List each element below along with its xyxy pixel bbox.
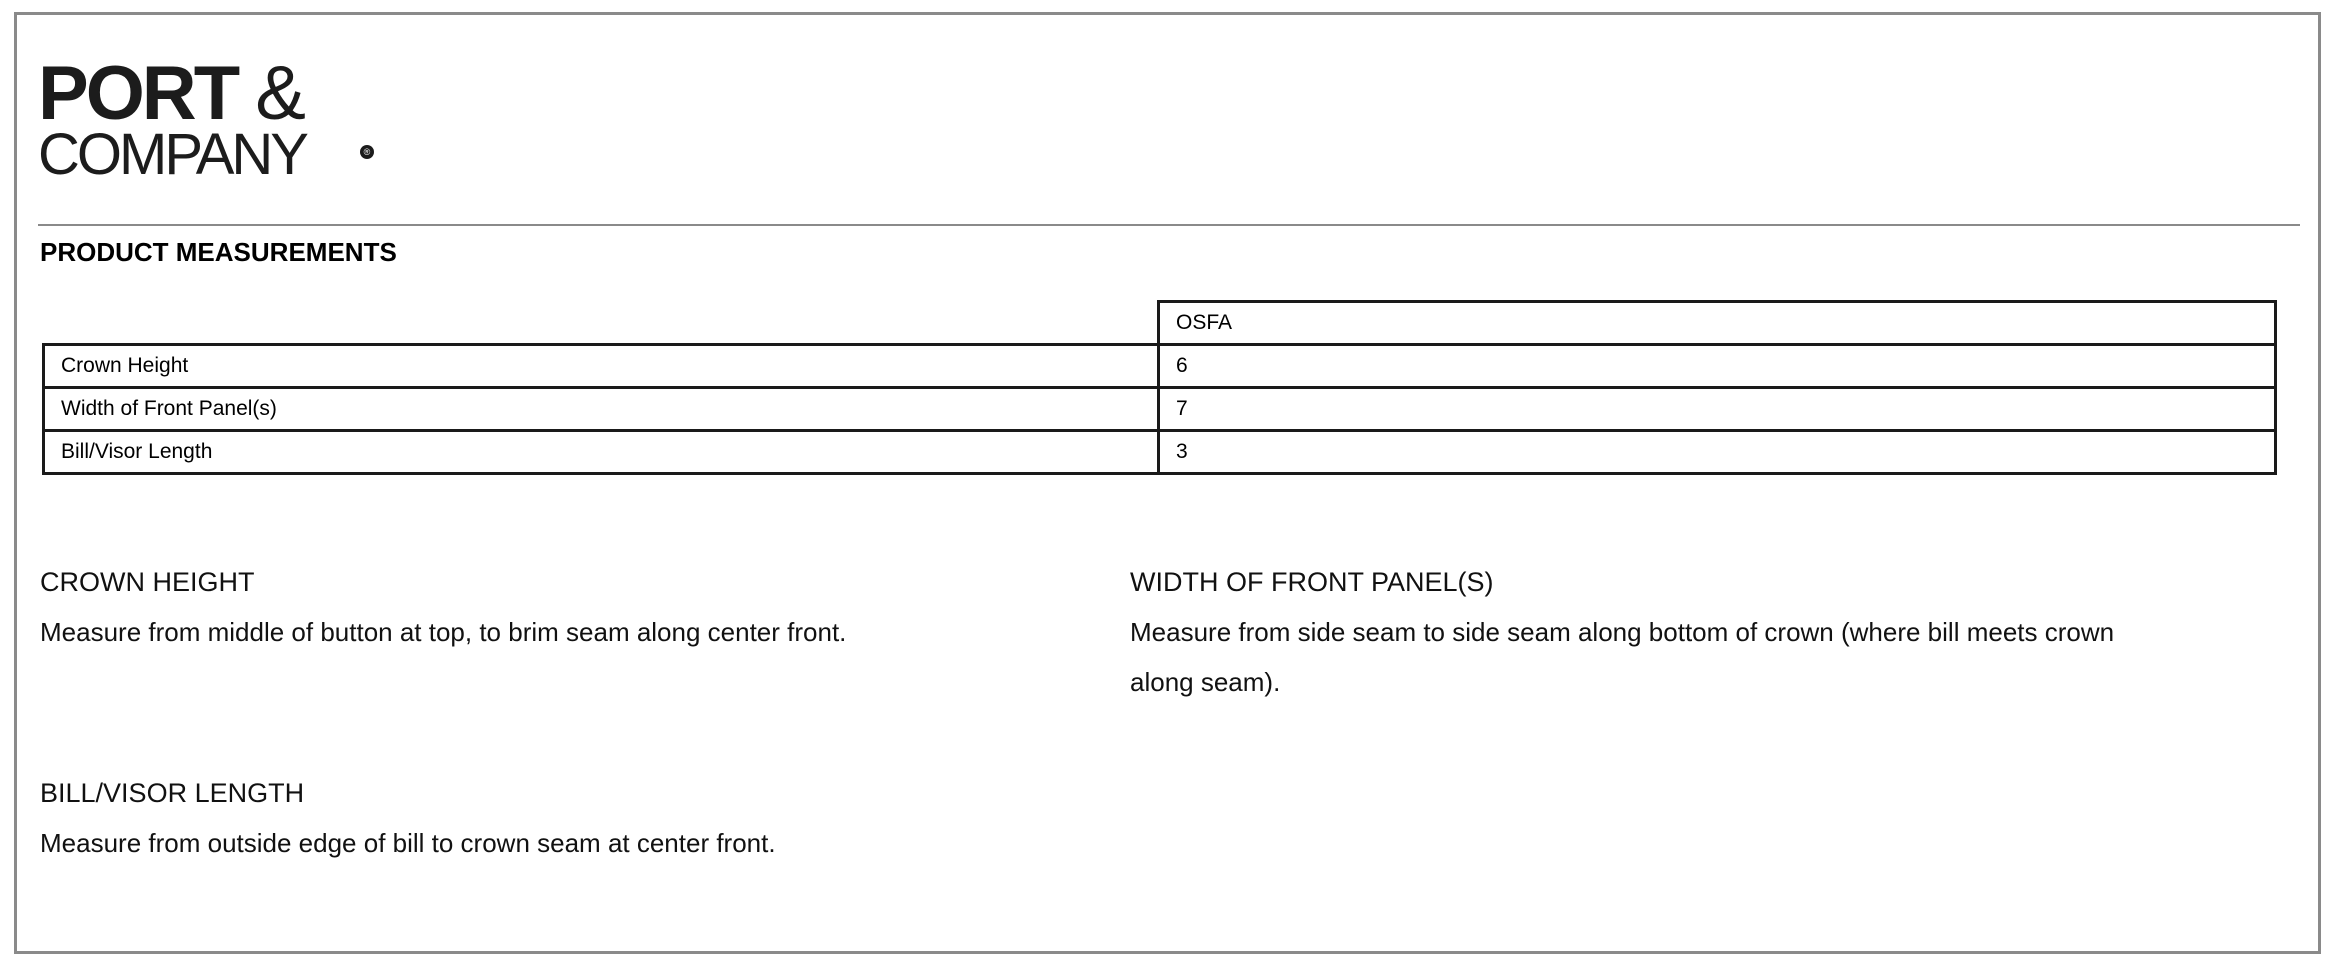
- registered-mark-icon: ®: [360, 145, 374, 159]
- measurements-table: [42, 300, 2277, 475]
- table-header-size: OSFA: [1159, 302, 2276, 345]
- front-panel-width-description: Measure from side seam to side seam along bottom of crown (where bill meets crown along seam).: [1130, 617, 2115, 697]
- header-divider: [38, 224, 2300, 226]
- front-panel-width-heading: WIDTH OF FRONT PANEL(S): [1130, 567, 1494, 597]
- bill-visor-length-heading: BILL/VISOR LENGTH: [40, 778, 305, 808]
- port-and-company-logo: [38, 51, 398, 187]
- row-value: 6: [1159, 345, 2276, 388]
- row-value: 3: [1159, 431, 2276, 474]
- logo-wordmark-bottom: COMPANY: [38, 122, 306, 187]
- bill-visor-length-description: Measure from outside edge of bill to crown seam at center front.: [40, 828, 776, 858]
- section-title: PRODUCT MEASUREMENTS: [40, 237, 397, 267]
- crown-height-description: Measure from middle of button at top, to brim seam along center front.: [40, 617, 847, 647]
- row-label: Crown Height: [44, 345, 1159, 388]
- table-header-blank-cell: [44, 302, 1159, 345]
- row-label: Bill/Visor Length: [44, 431, 1159, 474]
- table-header-row: [44, 302, 2276, 345]
- table-row: [44, 345, 2276, 388]
- crown-height-heading: CROWN HEIGHT: [40, 567, 255, 597]
- logo-wordmark-top: PORT &: [38, 51, 306, 136]
- row-label: Width of Front Panel(s): [44, 388, 1159, 431]
- row-value: 7: [1159, 388, 2276, 431]
- table-row: [44, 431, 2276, 474]
- table-row: [44, 388, 2276, 431]
